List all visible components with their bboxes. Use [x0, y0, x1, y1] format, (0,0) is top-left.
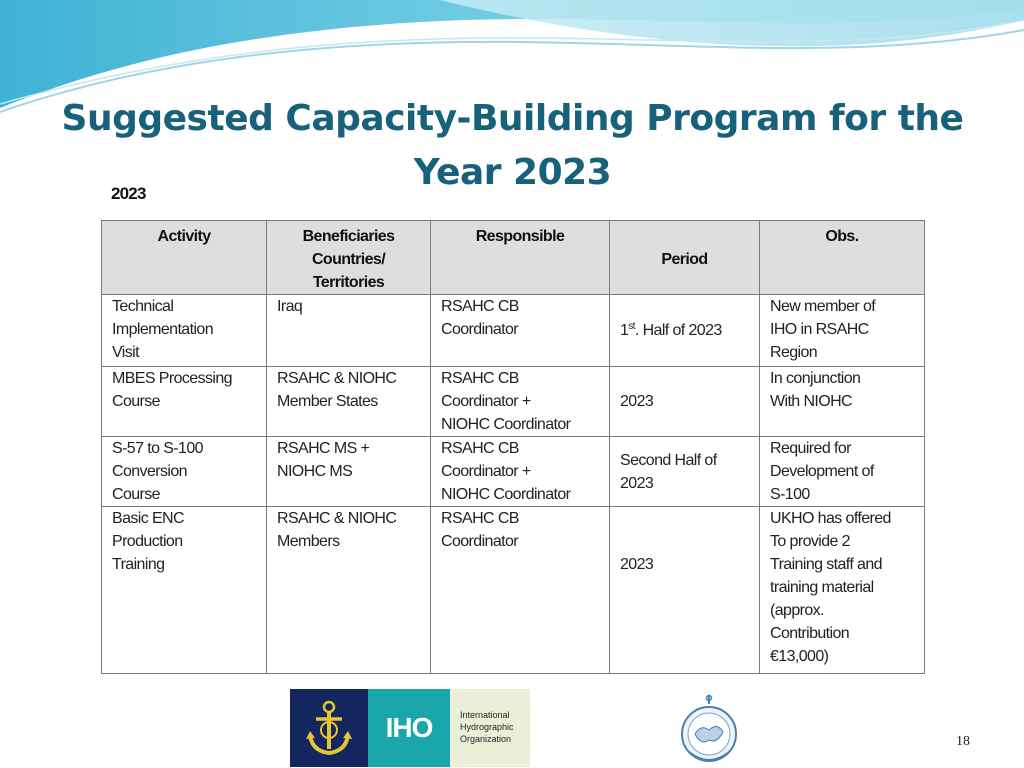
cell-line: Region — [770, 344, 818, 361]
slide-title-line2: Year 2023 — [413, 152, 612, 193]
header-beneficiaries-line: Beneficiaries — [302, 228, 395, 245]
cell-line: IHO in RSAHC — [770, 321, 869, 338]
cell-obs — [760, 437, 925, 507]
cell-line: 2023 — [620, 474, 654, 492]
header-period-text: Period — [661, 251, 708, 268]
cell-beneficiaries — [267, 367, 431, 437]
cell-line: Contribution — [770, 625, 850, 642]
cell-line: NIOHC Coordinator — [441, 486, 571, 503]
table-header-row — [102, 221, 925, 295]
cell-line: Coordinator — [441, 533, 519, 550]
cell-line: Coordinator — [441, 321, 519, 338]
cell-line: Second Half of — [620, 451, 717, 469]
cell-line: (approx. — [770, 602, 824, 619]
cell-line: Conversion — [112, 463, 187, 480]
period-sup: st — [628, 321, 635, 332]
cell-line: UKHO has offered — [770, 510, 891, 527]
header-obs-text: Obs. — [825, 228, 859, 245]
cell-line: With NIOHC — [770, 393, 853, 410]
cell-line: RSAHC MS + — [277, 440, 370, 457]
cell-line: training material — [770, 579, 874, 596]
cell-line: RSAHC CB — [441, 440, 519, 457]
cell-line: Coordinator + — [441, 463, 531, 480]
cell-period — [610, 367, 760, 437]
cell-beneficiaries — [267, 437, 431, 507]
iho-anchor-emblem-icon — [290, 689, 368, 767]
cell-responsible — [431, 437, 610, 507]
cell-obs — [760, 295, 925, 367]
table-year-label: 2023 — [111, 184, 146, 203]
cell-line: RSAHC CB — [441, 510, 519, 527]
cell-line: Members — [277, 533, 340, 550]
cell-line: Production — [112, 533, 183, 550]
cell-line: Course — [112, 393, 160, 410]
cell-line: Development of — [770, 463, 874, 480]
iho-name-line: Organization — [460, 734, 512, 744]
cell-activity — [102, 507, 267, 674]
cell-line: NIOHC MS — [277, 463, 353, 480]
cell-line: New member of — [770, 298, 876, 315]
slide-title — [60, 92, 965, 200]
header-responsible — [431, 221, 610, 295]
header-activity-text: Activity — [157, 228, 211, 245]
cell-line: Iraq — [277, 298, 303, 315]
cell-line: In conjunction — [770, 370, 861, 387]
cell-line: Visit — [112, 344, 139, 361]
cell-obs — [760, 367, 925, 437]
table-row — [102, 295, 925, 367]
cell-line: S-100 — [770, 486, 810, 503]
cell-line: Training staff and — [770, 556, 882, 573]
cell-line: Basic ENC — [112, 510, 184, 527]
cell-beneficiaries — [267, 507, 431, 674]
cell-line: S-57 to S-100 — [112, 440, 203, 457]
cell-line: Coordinator + — [441, 393, 531, 410]
iho-full-name — [450, 689, 530, 767]
cell-responsible — [431, 295, 610, 367]
cell-line: 2023 — [620, 393, 654, 410]
cell-line: Member States — [277, 393, 378, 410]
cell-line: NIOHC Coordinator — [441, 416, 571, 433]
cell-line: Technical — [112, 298, 174, 315]
cell-line: To provide 2 — [770, 533, 850, 550]
cell-line: RSAHC CB — [441, 370, 519, 387]
cell-activity — [102, 295, 267, 367]
cell-period — [610, 295, 760, 367]
cell-responsible — [431, 367, 610, 437]
cell-responsible — [431, 507, 610, 674]
header-beneficiaries-line: Countries/ — [311, 251, 386, 268]
page-number: 18 — [956, 734, 970, 749]
header-responsible-text: Responsible — [475, 228, 565, 245]
table-row — [102, 507, 925, 674]
capacity-building-table — [101, 220, 925, 674]
period-suffix: . Half of 2023 — [634, 322, 722, 339]
cell-line: RSAHC & NIOHC — [277, 370, 397, 387]
slide-title-line1: Suggested Capacity-Building Program for the — [61, 98, 964, 139]
iho-name-line: International — [460, 710, 510, 720]
cell-line: Training — [112, 556, 165, 573]
table-row — [102, 437, 925, 507]
cell-beneficiaries — [267, 295, 431, 367]
cell-obs — [760, 507, 925, 674]
cell-line: Implementation — [112, 321, 213, 338]
table-row — [102, 367, 925, 437]
cell-line: Course — [112, 486, 160, 503]
cell-line: €13,000) — [770, 648, 829, 665]
iho-logo — [290, 689, 530, 767]
cell-line: RSAHC & NIOHC — [277, 510, 397, 527]
cell-activity — [102, 367, 267, 437]
header-obs — [760, 221, 925, 295]
period-prefix: 1 — [620, 322, 629, 339]
cell-line: RSAHC CB — [441, 298, 519, 315]
cell-line: 2023 — [620, 556, 654, 573]
iho-abbreviation: IHO — [368, 689, 450, 767]
header-beneficiaries-line: Territories — [312, 274, 385, 291]
rsahc-seal-icon — [679, 694, 739, 764]
header-beneficiaries — [267, 221, 431, 295]
iho-name-line: Hydrographic — [460, 722, 514, 732]
cell-line: Required for — [770, 440, 851, 457]
cell-activity — [102, 437, 267, 507]
cell-period — [610, 507, 760, 674]
header-period — [610, 221, 760, 295]
header-activity — [102, 221, 267, 295]
cell-line: MBES Processing — [112, 370, 232, 387]
cell-period — [610, 437, 760, 507]
